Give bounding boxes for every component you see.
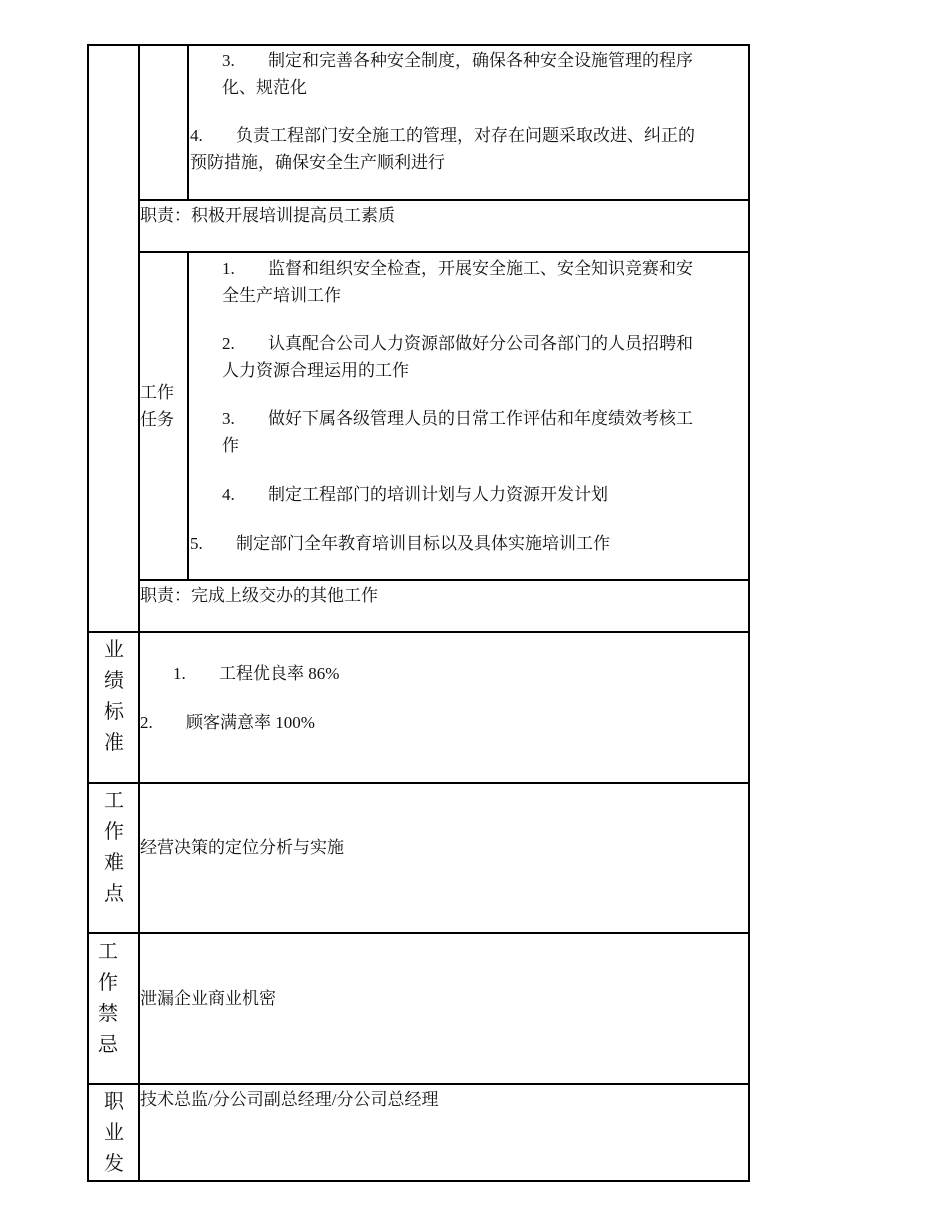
task-item: 4. 负责工程部门安全施工的管理，对存在问题采取改进、纠正的 bbox=[190, 126, 695, 145]
career-path-text: 技术总监/分公司副总经理/分公司总经理 bbox=[140, 1090, 439, 1109]
career-label: 职 业 发 bbox=[104, 1091, 124, 1175]
performance-item: 1. 工程优良率 86% bbox=[173, 664, 340, 683]
task-item-continuation: 预防措施，确保安全生产顺利进行 bbox=[190, 153, 445, 172]
task-item: 2. 认真配合公司人力资源部做好分公司各部门的人员招聘和 bbox=[222, 334, 693, 353]
task-column-divider-top bbox=[187, 44, 189, 200]
section-divider bbox=[87, 631, 750, 633]
task-item: 4. 制定工程部门的培训计划与人力资源开发计划 bbox=[222, 485, 608, 504]
task-item: 3. 做好下属各级管理人员的日常工作评估和年度绩效考核工 bbox=[222, 409, 693, 428]
difficulty-text: 经营决策的定位分析与实施 bbox=[140, 838, 344, 857]
taboo-text: 泄漏企业商业机密 bbox=[140, 989, 276, 1008]
section-divider bbox=[87, 932, 750, 934]
table-border-right bbox=[748, 44, 750, 1182]
task-item: 5. 制定部门全年教育培训目标以及具体实施培训工作 bbox=[190, 534, 610, 553]
taboo-label: 工 作 禁 忌 bbox=[98, 941, 118, 1056]
duty-other: 职责：完成上级交办的其他工作 bbox=[140, 586, 378, 605]
duty-training: 职责：积极开展培训提高员工素质 bbox=[140, 206, 395, 225]
task-label-line: 任务 bbox=[140, 410, 174, 429]
task-item: 1. 监督和组织安全检查，开展安全施工、安全知识竞赛和安 bbox=[222, 259, 693, 278]
task-column-divider-middle bbox=[187, 251, 189, 581]
task-label-line: 工作 bbox=[140, 383, 174, 402]
row-divider bbox=[138, 199, 750, 201]
task-item-continuation: 人力资源合理运用的工作 bbox=[222, 361, 409, 380]
task-item-continuation: 作 bbox=[222, 436, 239, 455]
task-item-continuation: 化、规范化 bbox=[222, 78, 307, 97]
task-item: 3. 制定和完善各种安全制度，确保各种安全设施管理的程序 bbox=[222, 51, 693, 70]
table-border-bottom bbox=[87, 1180, 750, 1182]
section-divider bbox=[87, 782, 750, 784]
performance-label: 业 绩 标 准 bbox=[104, 639, 124, 754]
table-border-top bbox=[87, 44, 750, 46]
section-divider bbox=[87, 1083, 750, 1085]
task-item-continuation: 全生产培训工作 bbox=[222, 286, 341, 305]
row-divider bbox=[138, 579, 750, 581]
difficulty-label: 工 作 难 点 bbox=[104, 790, 124, 905]
performance-item: 2. 顾客满意率 100% bbox=[140, 713, 315, 732]
row-divider bbox=[138, 251, 750, 253]
